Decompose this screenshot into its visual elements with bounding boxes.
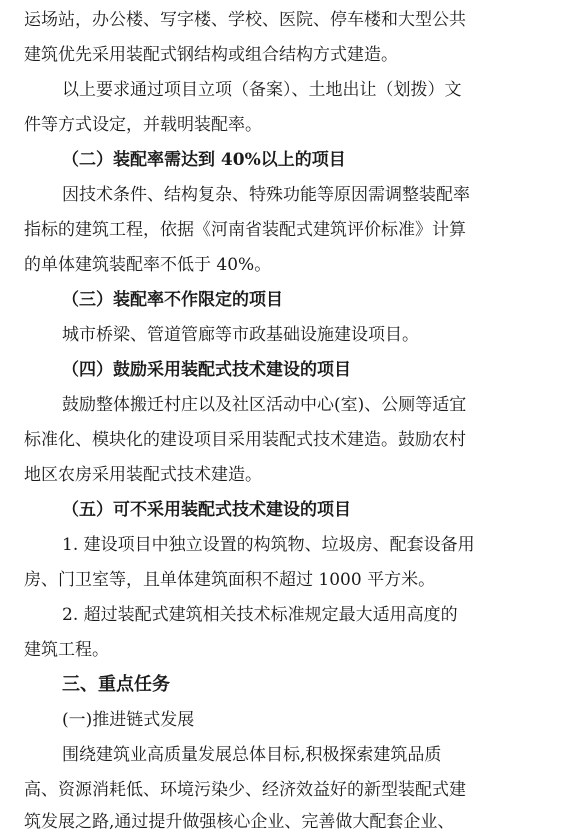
subheading-4: （四）鼓励采用装配式技术建设的项目 — [62, 360, 351, 380]
subheading-5: （五）可不采用装配式技术建设的项目 — [62, 500, 351, 520]
paragraph-line: 以上要求通过项目立项（备案）、土地出让（划拨）文 — [62, 80, 462, 100]
paragraph-line: 地区农房采用装配式技术建造。 — [24, 465, 262, 485]
paragraph-line: 围绕建筑业高质量发展总体目标,积极探索建筑品质 — [62, 745, 442, 765]
section-heading: 三、重点任务 — [62, 674, 170, 695]
paragraph-line: 房、门卫室等，且单体建筑面积不超过 1000 平方米。 — [24, 570, 436, 590]
paragraph-line: 建筑优先采用装配式钢结构或组合结构方式建造。 — [24, 45, 398, 65]
subheading-1: (一)推进链式发展 — [62, 710, 195, 730]
paragraph-line: 因技术条件、结构复杂、特殊功能等原因需调整装配率 — [62, 185, 470, 205]
paragraph-line: 1. 建设项目中独立设置的构筑物、垃圾房、配套设备用 — [62, 535, 475, 555]
paragraph-line: 筑发展之路,通过提升做强核心企业、完善做大配套企业、 — [24, 812, 455, 832]
paragraph-line: 件等方式设定，并载明装配率。 — [24, 115, 262, 135]
subheading-3: （三）装配率不作限定的项目 — [62, 290, 283, 310]
paragraph-line: 指标的建筑工程，依据《河南省装配式建筑评价标准》计算 — [24, 220, 466, 240]
subheading-2: （二）装配率需达到 40%以上的项目 — [62, 150, 346, 170]
paragraph-line: 建筑工程。 — [24, 640, 109, 660]
paragraph-line: 城市桥梁、管道管廊等市政基础设施建设项目。 — [62, 325, 419, 345]
paragraph-line: 的单体建筑装配率不低于 40%。 — [24, 255, 272, 275]
paragraph-line: 2. 超过装配式建筑相关技术标准规定最大适用高度的 — [62, 605, 458, 625]
paragraph-line: 鼓励整体搬迁村庄以及社区活动中心(室)、公厕等适宜 — [62, 395, 467, 415]
paragraph-line: 运场站，办公楼、写字楼、学校、医院、停车楼和大型公共 — [24, 10, 466, 30]
paragraph-line: 高、资源消耗低、环境污染少、经济效益好的新型装配式建 — [24, 780, 466, 800]
paragraph-line: 标准化、模块化的建设项目采用装配式技术建造。鼓励农村 — [24, 430, 466, 450]
